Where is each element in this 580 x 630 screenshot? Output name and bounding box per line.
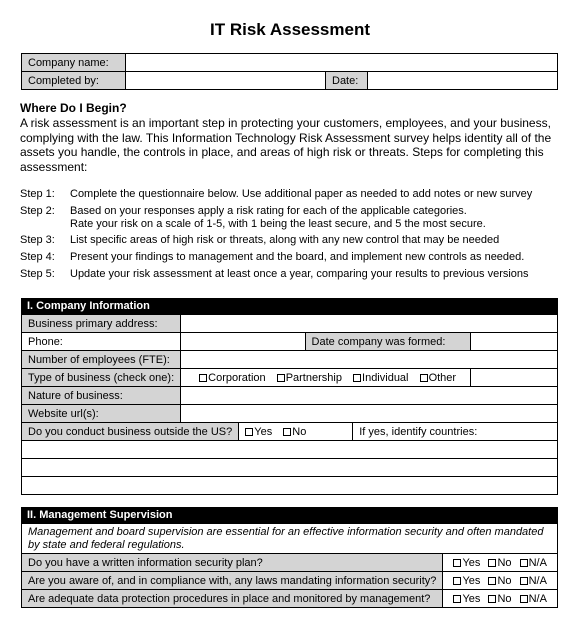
- page-title: IT Risk Assessment: [210, 20, 370, 39]
- partnership-option[interactable]: Partnership: [277, 372, 342, 384]
- step-text: Update your risk assessment at least once a year, comparing your results to previous versions: [70, 268, 529, 280]
- step-label: Step 2:: [20, 205, 55, 217]
- yes-option[interactable]: Yes: [453, 593, 480, 605]
- completed-by-label: Completed by:: [22, 72, 126, 90]
- company-name-label: Company name:: [22, 54, 126, 72]
- countries-field-line[interactable]: [22, 441, 558, 459]
- step-text: Present your findings to management and the board, and implement new controls as needed.: [70, 251, 525, 263]
- question-row: Do you have a written information security plan?: [22, 554, 443, 572]
- answer-options: [443, 590, 558, 608]
- answer-options: [443, 554, 558, 572]
- no-option[interactable]: No: [488, 575, 511, 587]
- countries-label: If yes, identify countries:: [353, 423, 545, 441]
- outside-us-table: [21, 422, 558, 495]
- header-fields-table: [21, 53, 558, 90]
- outside-us-no[interactable]: No: [283, 426, 306, 438]
- checkbox-icon: [199, 374, 207, 382]
- checkbox-icon: [488, 559, 496, 567]
- completed-by-field[interactable]: [126, 72, 326, 90]
- na-option[interactable]: N/A: [520, 593, 547, 605]
- checkbox-icon: [453, 595, 461, 603]
- na-option[interactable]: N/A: [520, 575, 547, 587]
- yes-option[interactable]: Yes: [453, 557, 480, 569]
- section-1-header: I. Company Information: [21, 298, 558, 314]
- step-label: Step 3:: [20, 234, 55, 246]
- date-formed-field[interactable]: [471, 333, 558, 351]
- yes-option[interactable]: Yes: [453, 575, 480, 587]
- countries-field-line[interactable]: [22, 459, 558, 477]
- checkbox-icon: [488, 577, 496, 585]
- business-address-label: Business primary address:: [22, 315, 181, 333]
- outside-us-options: [239, 423, 353, 441]
- checkbox-icon: [277, 374, 285, 382]
- intro-paragraph: A risk assessment is an important step in protecting your customers, employees, and your business, complying with the law. This Information Technology Risk Assessment survey helps identity all of the assets you handle, the controls in place, and areas of high risk or threats. Steps for completing this assessment:: [20, 116, 552, 174]
- checkbox-icon: [420, 374, 428, 382]
- step-text-continued: Rate your risk on a scale of 1-5, with 1 being the least secure, and 5 the most secure.: [70, 218, 486, 230]
- checkbox-icon: [453, 577, 461, 585]
- business-type-options: [181, 369, 471, 387]
- date-formed-label: Date company was formed:: [305, 333, 471, 351]
- question-row: Are adequate data protection procedures in place and monitored by management?: [22, 590, 443, 608]
- checkbox-icon: [520, 577, 528, 585]
- management-table: [21, 523, 558, 608]
- step-text: List specific areas of high risk or threats, along with any new control that may be needed: [70, 234, 500, 246]
- website-field[interactable]: [181, 405, 558, 423]
- answer-options: [443, 572, 558, 590]
- checkbox-icon: [520, 595, 528, 603]
- corporation-option[interactable]: Corporation: [199, 372, 265, 384]
- outside-us-label: Do you conduct business outside the US?: [22, 423, 239, 441]
- section-2-note: Management and board supervision are essential for an effective information security and often mandated by state and federal regulations.: [22, 524, 558, 554]
- checkbox-icon: [488, 595, 496, 603]
- no-option[interactable]: No: [488, 557, 511, 569]
- date-label: Date:: [326, 72, 368, 90]
- step-text: Complete the questionnaire below. Use additional paper as needed to add notes or new survey: [70, 188, 533, 200]
- website-label: Website url(s):: [22, 405, 181, 423]
- no-option[interactable]: No: [488, 593, 511, 605]
- countries-field-line[interactable]: [22, 477, 558, 495]
- nature-field[interactable]: [181, 387, 558, 405]
- employees-label: Number of employees (FTE):: [22, 351, 181, 369]
- other-option[interactable]: Other: [420, 372, 457, 384]
- business-type-label: Type of business (check one):: [22, 369, 181, 387]
- individual-option[interactable]: Individual: [353, 372, 408, 384]
- na-option[interactable]: N/A: [520, 557, 547, 569]
- checkbox-icon: [283, 428, 291, 436]
- question-row: Are you aware of, and in compliance with, any laws mandating information security?: [22, 572, 443, 590]
- checkbox-icon: [353, 374, 361, 382]
- phone-label: Phone:: [22, 333, 181, 351]
- date-field[interactable]: [368, 72, 558, 90]
- business-address-field[interactable]: [181, 315, 558, 333]
- company-info-table: [21, 314, 558, 423]
- section-2-header: II. Management Supervision: [21, 507, 558, 523]
- step-text: Based on your responses apply a risk rating for each of the applicable categories.: [70, 205, 467, 217]
- checkbox-icon: [520, 559, 528, 567]
- outside-us-yes[interactable]: Yes: [245, 426, 272, 438]
- employees-field[interactable]: [181, 351, 558, 369]
- company-name-field[interactable]: [126, 54, 558, 72]
- step-label: Step 5:: [20, 268, 55, 280]
- step-label: Step 4:: [20, 251, 55, 263]
- step-label: Step 1:: [20, 188, 55, 200]
- nature-label: Nature of business:: [22, 387, 181, 405]
- business-type-other-field[interactable]: [471, 369, 558, 387]
- intro-heading: Where Do I Begin?: [20, 101, 127, 115]
- phone-field[interactable]: [181, 333, 305, 351]
- checkbox-icon: [245, 428, 253, 436]
- checkbox-icon: [453, 559, 461, 567]
